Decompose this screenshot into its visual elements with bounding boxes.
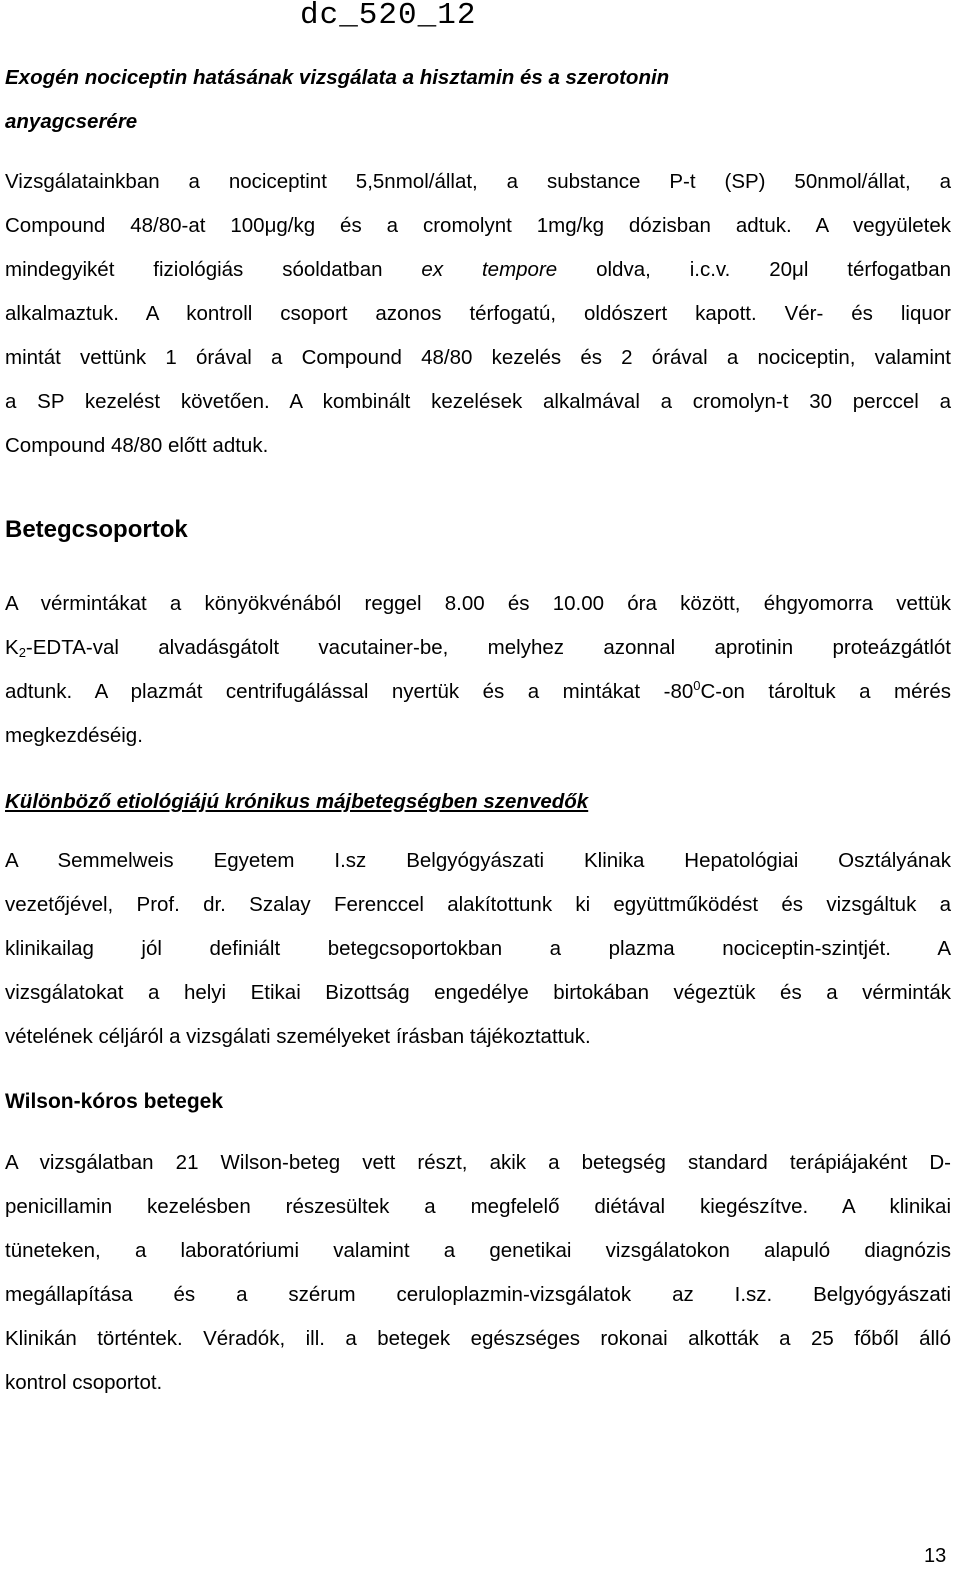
section-title-nociceptin: Exogén nociceptin hatásának vizsgálata a hisztamin és a szerotonin anyagcserére	[5, 66, 670, 133]
document-id: dc_520_12	[300, 0, 477, 33]
text-line: penicillamin kezelésben részesültek a megfelelő diétával kiegészítve. A klinikai	[5, 1195, 951, 1218]
text-line: Klinikán történtek. Véradók, ill. a betegek egészséges rokonai alkották a 25 főből álló	[5, 1327, 951, 1350]
text-line: vezetőjével, Prof. dr. Szalay Ferenccel alakítottunk ki együttműködést és vizsgáltuk a	[5, 893, 951, 916]
text-line: A vérmintákat a könyökvénából reggel 8.00 és 10.00 óra között, éhgyomorra vettük	[5, 592, 951, 615]
text-line: a SP kezelést követően. A kombinált kezelések alkalmával a cromolyn-t 30 perccel a	[5, 390, 951, 413]
text-line: mintát vettünk 1 órával a Compound 48/80 kezelés és 2 órával a nociceptin, valamint	[5, 346, 951, 369]
text-line: Compound 48/80 előtt adtuk.	[5, 434, 269, 457]
text-line: megkezdéséig.	[5, 724, 143, 747]
text-line: Compound 48/80-at 100μg/kg és a cromolynt 1mg/kg dózisban adtuk. A vegyületek	[5, 214, 951, 237]
text-line: Vizsgálatainkban a nociceptint 5,5nmol/állat, a substance P-t (SP) 50nmol/állat, a	[5, 170, 951, 193]
text-line: mindegyikét fiziológiás sóoldatban ex tempore oldva, i.c.v. 20μl térfogatban	[5, 258, 951, 281]
text-line: $K_2-EDTA$-val alvadásgátolt vacutainer-be, melyhez azonnal aprotinin proteázgátlót	[5, 636, 951, 660]
section-paragraph-wilson	[5, 1141, 951, 1405]
section-heading-wilson: Wilson-kóros betegek	[5, 1090, 224, 1113]
text-line: klinikailag jól definiált betegcsoportokban a plazma nociceptin-szintjét. A	[5, 937, 951, 960]
text-line: A vizsgálatban 21 Wilson-beteg vett részt, akik a betegség standard terápiájaként D-	[5, 1151, 951, 1174]
text-line: kontrol csoportot.	[5, 1371, 163, 1394]
text-line: megállapítása és a szérum ceruloplazmin-vizsgálatok az I.sz. Belgyógyászati	[5, 1283, 951, 1306]
text-line: alkalmaztuk. A kontroll csoport azonos térfogatú, oldószert kapott. Vér- és liquor	[5, 302, 951, 325]
text-line: vételének céljáról a vizsgálati személyeket írásban tájékoztattuk.	[5, 1025, 591, 1048]
section-paragraph-sampling	[5, 582, 951, 758]
section-heading-betegcsoportok: Betegcsoportok	[5, 516, 188, 543]
page-number: 13	[924, 1545, 947, 1567]
section-paragraph-methods	[5, 160, 951, 468]
text-line: vizsgálatokat a helyi Etikai Bizottság engedélye birtokában végeztük és a vérminták	[5, 981, 951, 1004]
text-line: A Semmelweis Egyetem I.sz Belgyógyászati Klinika Hepatológiai Osztályának	[5, 849, 951, 872]
text-line: adtunk. A plazmát centrifugálással nyertük és a mintákat $-80^0C-on$ tároltuk a mérés	[5, 678, 951, 703]
section-heading-liver-disease: Különböző etiológiájú krónikus májbetegségben szenvedők	[5, 790, 589, 813]
text-line: tüneteken, a laboratóriumi valamint a genetikai vizsgálatokon alapuló diagnózis	[5, 1239, 951, 1262]
section-paragraph-liver	[5, 839, 951, 1059]
